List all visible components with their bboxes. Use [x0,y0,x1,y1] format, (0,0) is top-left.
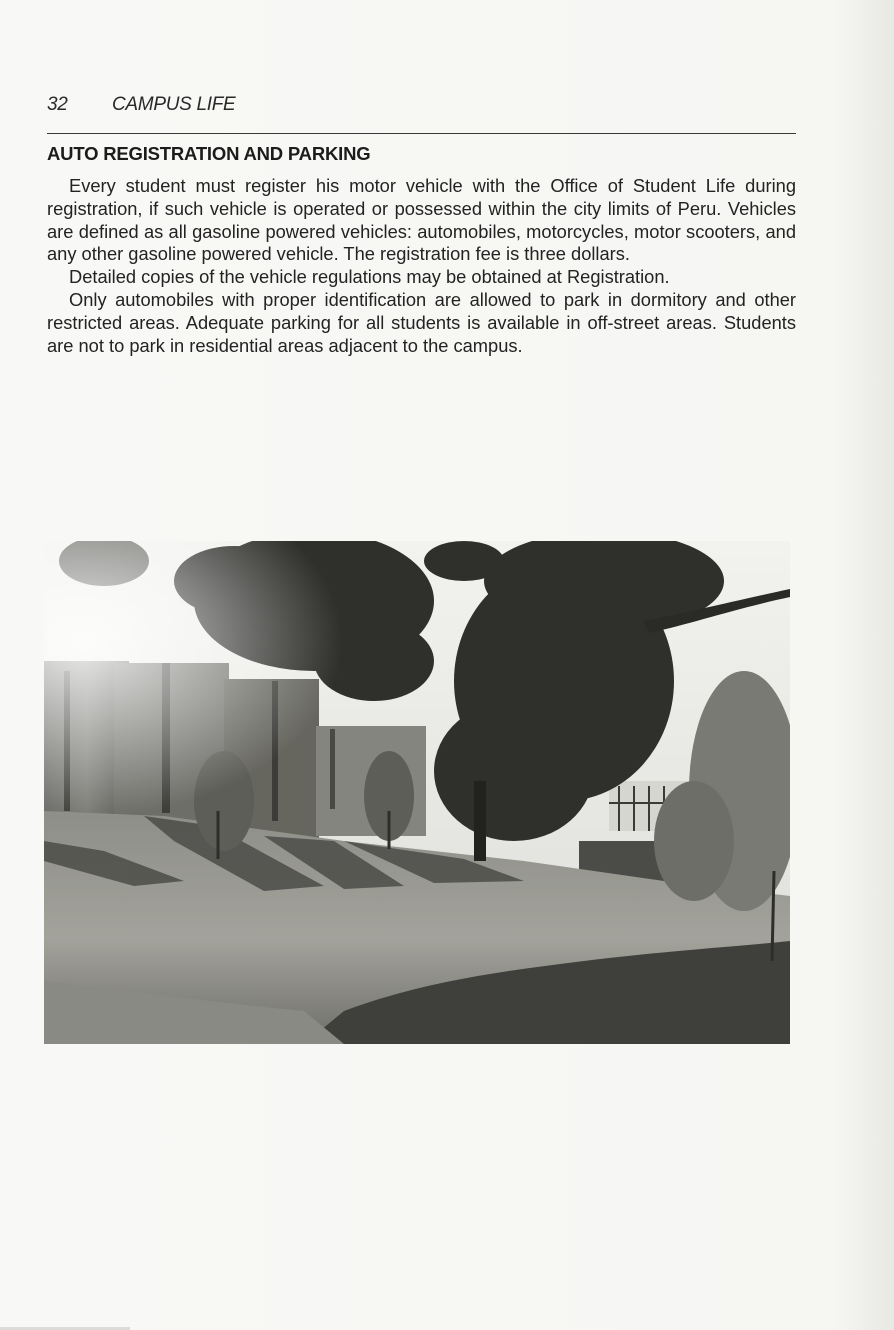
paragraph-registration: Every student must register his motor vehicle with the Office of Student Life during registration, if such vehicle is operated or possessed within the city limits of Peru. Vehicles are defined as all gasoline powered vehicles: automobiles, motorcycles, motor scooters, and any other gasoline powered vehicle. The registration fee is three dollars. [47,175,796,265]
running-head [47,94,235,116]
page-number: 32 [47,94,68,115]
section-title: CAMPUS LIFE [112,94,236,115]
article-heading: AUTO REGISTRATION AND PARKING [47,143,371,164]
header-rule [47,133,796,134]
article-body [47,175,796,357]
paragraph-parking: Only automobiles with proper identification are allowed to park in dormitory and other restricted areas. Adequate parking for all students is available in off-street areas. Students are not to park in residential areas adjacent to the campus. [47,288,796,356]
paragraph-regulations: Detailed copies of the vehicle regulations may be obtained at Registration. [69,266,670,288]
campus-photo [44,541,790,1044]
